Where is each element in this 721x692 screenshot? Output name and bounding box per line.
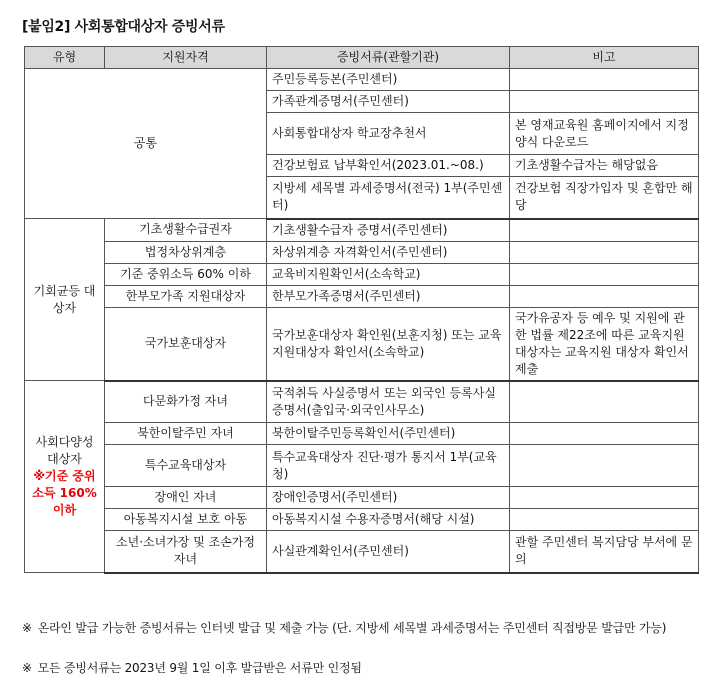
footnote-issue-date	[22, 659, 702, 677]
note-cell	[510, 241, 699, 263]
doc-cell: 국가보훈대상자 확인원(보훈지청) 또는 교육지원대상자 확인서(소속학교)	[267, 307, 510, 381]
reference-mark: ※	[22, 621, 32, 635]
table-row	[25, 285, 699, 307]
qualification-cell: 장애인 자녀	[105, 487, 267, 509]
doc-cell: 기초생활수급자 증명서(주민센터)	[267, 219, 510, 242]
table-row	[25, 487, 699, 509]
qualification-cell: 한부모가족 지원대상자	[105, 285, 267, 307]
evidence-documents-table	[24, 46, 699, 574]
table-header-row	[25, 47, 699, 69]
doc-cell: 사회통합대상자 학교장추천서	[267, 113, 510, 155]
doc-cell: 건강보험료 납부확인서(2023.01.~08.)	[267, 155, 510, 177]
note-cell: 관할 주민센터 복지담당 부서에 문의	[510, 531, 699, 573]
qualification-cell: 다문화가정 자녀	[105, 381, 267, 423]
doc-cell: 차상위계층 자격확인서(주민센터)	[267, 241, 510, 263]
note-cell	[510, 219, 699, 242]
header-documents: 증빙서류(관할기관)	[267, 47, 510, 69]
note-cell	[510, 487, 699, 509]
footnote-online-issuance	[22, 619, 702, 637]
table-row	[25, 263, 699, 285]
type-common: 공통	[25, 69, 267, 219]
doc-cell: 교육비지원확인서(소속학교)	[267, 263, 510, 285]
qualification-cell: 특수교육대상자	[105, 445, 267, 487]
table-row	[25, 531, 699, 573]
table-row	[25, 381, 699, 423]
type-equal-opportunity: 기회균등 대상자	[25, 219, 105, 381]
note-cell	[510, 263, 699, 285]
note-cell	[510, 91, 699, 113]
page-title: [붙임2] 사회통합대상자 증빙서류	[22, 19, 225, 35]
qualification-cell: 북한이탈주민 자녀	[105, 423, 267, 445]
note-cell	[510, 69, 699, 91]
doc-cell: 주민등록등본(주민센터)	[267, 69, 510, 91]
doc-cell: 북한이탈주민등록확인서(주민센터)	[267, 423, 510, 445]
table-row	[25, 241, 699, 263]
qualification-cell: 법정차상위계층	[105, 241, 267, 263]
doc-cell: 지방세 세목별 과세증명서(전국) 1부(주민센터)	[267, 177, 510, 219]
note-cell: 기초생활수급자는 해당없음	[510, 155, 699, 177]
qualification-cell: 기초생활수급권자	[105, 219, 267, 242]
header-remarks: 비고	[510, 47, 699, 69]
table-row	[25, 69, 699, 91]
table-row	[25, 423, 699, 445]
note-cell: 건강보험 직장가입자 및 혼합만 해당	[510, 177, 699, 219]
footnote-text: 모든 증빙서류는 2023년 9월 1일 이후 발급받은 서류만 인정됨	[37, 661, 362, 675]
qualification-cell: 소년·소녀가장 및 조손가정 자녀	[105, 531, 267, 573]
doc-cell: 특수교육대상자 진단·평가 통지서 1부(교육청)	[267, 445, 510, 487]
footnote-text: 온라인 발급 가능한 증빙서류는 인터넷 발급 및 제출 가능 (단. 지방세 세목별 과세증명서는 주민센터 직접방문 발급만 가능)	[37, 621, 667, 635]
qualification-cell: 기준 중위소득 60% 이하	[105, 263, 267, 285]
note-cell: 국가유공자 등 예우 및 지원에 관한 법률 제22조에 따른 교육지원대상자는 교육지원 대상자 확인서 제출	[510, 307, 699, 381]
qualification-cell: 아동복지시설 보호 아동	[105, 509, 267, 531]
note-cell: 본 영재교육원 홈페이지에서 지정양식 다운로드	[510, 113, 699, 155]
reference-mark: ※	[22, 661, 32, 675]
table-row	[25, 307, 699, 381]
header-type: 유형	[25, 47, 105, 69]
type-social-diversity-label: 사회다양성 대상자	[35, 435, 94, 466]
doc-cell: 장애인증명서(주민센터)	[267, 487, 510, 509]
income-criteria-note: ※기준 중위소득 160% 이하	[32, 469, 97, 517]
type-social-diversity	[25, 381, 105, 573]
note-cell	[510, 445, 699, 487]
table-row	[25, 219, 699, 242]
table-row	[25, 445, 699, 487]
doc-cell: 한부모가족증명서(주민센터)	[267, 285, 510, 307]
doc-cell: 가족관계증명서(주민센터)	[267, 91, 510, 113]
note-cell	[510, 509, 699, 531]
note-cell	[510, 285, 699, 307]
qualification-cell: 국가보훈대상자	[105, 307, 267, 381]
note-cell	[510, 423, 699, 445]
note-cell	[510, 381, 699, 423]
doc-cell: 사실관계확인서(주민센터)	[267, 531, 510, 573]
doc-cell: 국적취득 사실증명서 또는 외국인 등록사실 증명서(출입국·외국인사무소)	[267, 381, 510, 423]
doc-cell: 아동복지시설 수용자증명서(해당 시설)	[267, 509, 510, 531]
table-row	[25, 509, 699, 531]
header-qualification: 지원자격	[105, 47, 267, 69]
